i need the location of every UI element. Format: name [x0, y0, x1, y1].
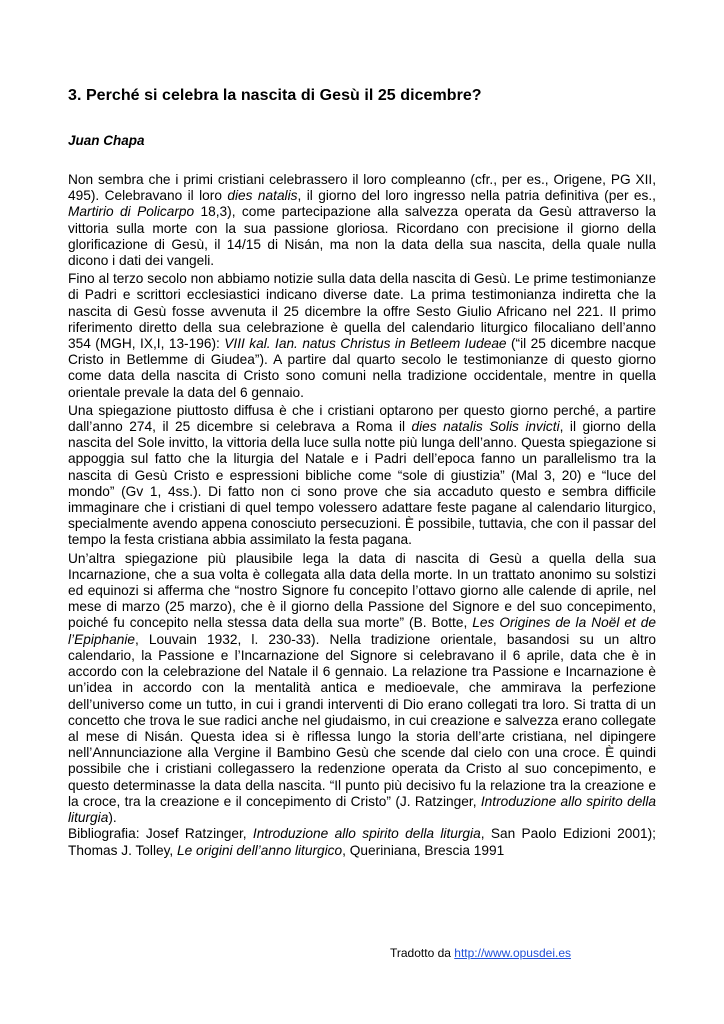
translation-credit — [390, 946, 571, 960]
text-run: Non sembra che i primi cristiani celebrassero il loro compleanno (cfr., per es., Origene, PG XII, 495). Celebravano il loro — [68, 172, 656, 204]
text-run: Un’altra spiegazione più plausibile lega la data di nascita di Gesù a quella della sua Incarnazione, che a sua volta è collegata alla data della morte. In un trattato anonimo su solstizi ed equinozi si afferma che “nostro Signore fu concepito l’ottavo giorno alle calende di aprile, nel mese di marzo (25 marzo), che è il giorno della Passione del Signore e del suo concepimento, poiché fu concepito nella stessa data della sua morte” (B. Botte, — [68, 550, 656, 631]
author-name: Juan Chapa — [68, 133, 145, 148]
source-link[interactable]: http://www.opusdei.es — [454, 946, 571, 960]
text-run: Bibliografia: Josef Ratzinger, — [68, 826, 253, 841]
text-run: , il giorno della nascita del Sole invitto, la vittoria della luce sulla notte più lunga dell’anno. Questa spiegazione si appoggia sul fatto che la liturgia del Natale e i Padri dell’epoca fanno un parallelismo tra la nascita di Gesù Cristo e espressioni bibliche come “sole di giustizia” (Mal 3, 20) e “luce del mondo” (Gv 1, 4ss.). Di fatto non ci sono prove che sia accaduto questo e sembra difficile immaginare che i cristiani di quel tempo volessero adattare feste pagane al calendario liturgico, specialmente avendo appena conosciuto persecuzioni. È possibile, tuttavia, che con il passar del tempo la festa cristiana abbia assimilato la festa pagana. — [68, 419, 656, 548]
text-run: , il giorno del loro ingresso nella patria definitiva (per es., — [297, 188, 656, 204]
paragraph — [68, 403, 656, 549]
footer-prefix: Tradotto da — [390, 946, 455, 960]
text-run: 18,3), come partecipazione alla salvezza operata da Gesù attraverso la vittoria sulla morte con la sua passione gloriosa. Ricordano con precisione il giorno della glorificazione di Gesù, il 14/15 di Nisán, ma non la data della sua nascita, della quale nulla dicono i dati dei vangeli. — [68, 204, 657, 269]
text-run: Una spiegazione piuttosto diffusa è che i cristiani optarono per questo giorno perché, a partire dall’anno 274, il 25 dicembre si celebrava a Roma il — [68, 402, 656, 435]
paragraph — [68, 271, 656, 401]
italic-text: dies natalis — [227, 188, 298, 204]
paragraph — [68, 551, 656, 826]
page-title: 3. Perché si celebra la nascita di Gesù il 25 dicembre? — [68, 87, 482, 104]
text-run: ). — [108, 809, 117, 825]
italic-text: Introduzione allo spirito della liturgia — [68, 793, 656, 825]
italic-text: Le origini dell’anno liturgico — [177, 843, 343, 858]
paragraph — [68, 172, 656, 269]
bibliography — [68, 825, 656, 859]
text-run: (“il 25 dicembre nacque Cristo in Betlemme di Giudea”). A partire dal quarto secolo le testimonianze di questo giorno come data della nascita di Cristo sono comuni nella tradizione occidentale, mentre in quella orientale prevale la data del 6 gennaio. — [68, 336, 656, 400]
italic-text: Les Origines de la Noël et de l’Epiphanie — [68, 615, 656, 647]
italic-text: dies natalis Solis invicti — [411, 419, 560, 435]
text-run: , San Paolo Edizioni 2001); Thomas J. Tolley, — [68, 826, 656, 858]
italic-text: VIII kal. Ian. natus Christus in Betleem Iudeae — [224, 336, 507, 352]
article-body — [68, 172, 656, 828]
italic-text: Introduzione allo spirito della liturgia — [252, 826, 481, 841]
text-run: Fino al terzo secolo non abbiamo notizie sulla data della nascita di Gesù. Le prime testimonianze di Padri e scrittori ecclesiastici indicano diverse date. La prima testimonianza indiretta che la nascita di Gesù fosse avvenuta il 25 dicembre la offre Sesto Giulio Africano nel 221. Il primo riferimento diretto della sua celebrazione è quella del calendario liturgico filocaliano dell’anno 354 (MGH, IX,I, 13-196): — [68, 271, 656, 352]
text-run: , Queriniana, Brescia 1991 — [342, 843, 505, 858]
italic-text: Martirio di Policarpo — [68, 204, 195, 220]
text-run: , Louvain 1932, l. 230-33). Nella tradizione orientale, basandosi su un altro calendario, la Passione e l’Incarnazione del Signore si celebravano il 6 aprile, data che è in accordo con la celebrazione del Natale il 6 gennaio. La relazione tra Passione e Incarnazione è un’idea in accordo con la mentalità antica e medioevale, che ammirava la perfezione dell’universo come un tutto, in cui i grandi interventi di Dio erano collegati tra loro. Si tratta di un concetto che trova le sue radici anche nel giudaismo, in cui creazione e salvezza erano collegate al mese di Nisán. Questa idea si è riflessa lungo la storia dell’arte cristiana, nel dipingere nell’Annunciazione alla Vergine il Bambino Gesù che scende dal cielo con una croce. È quindi possibile che i cristiani collegassero la redenzione operata da Cristo al suo concepimento, e questo determinasse la data della nascita. “Il punto più decisivo fu la relazione tra la creazione e la croce, tra la creazione e il concepimento di Cristo” (J. Ratzinger, — [68, 631, 656, 809]
